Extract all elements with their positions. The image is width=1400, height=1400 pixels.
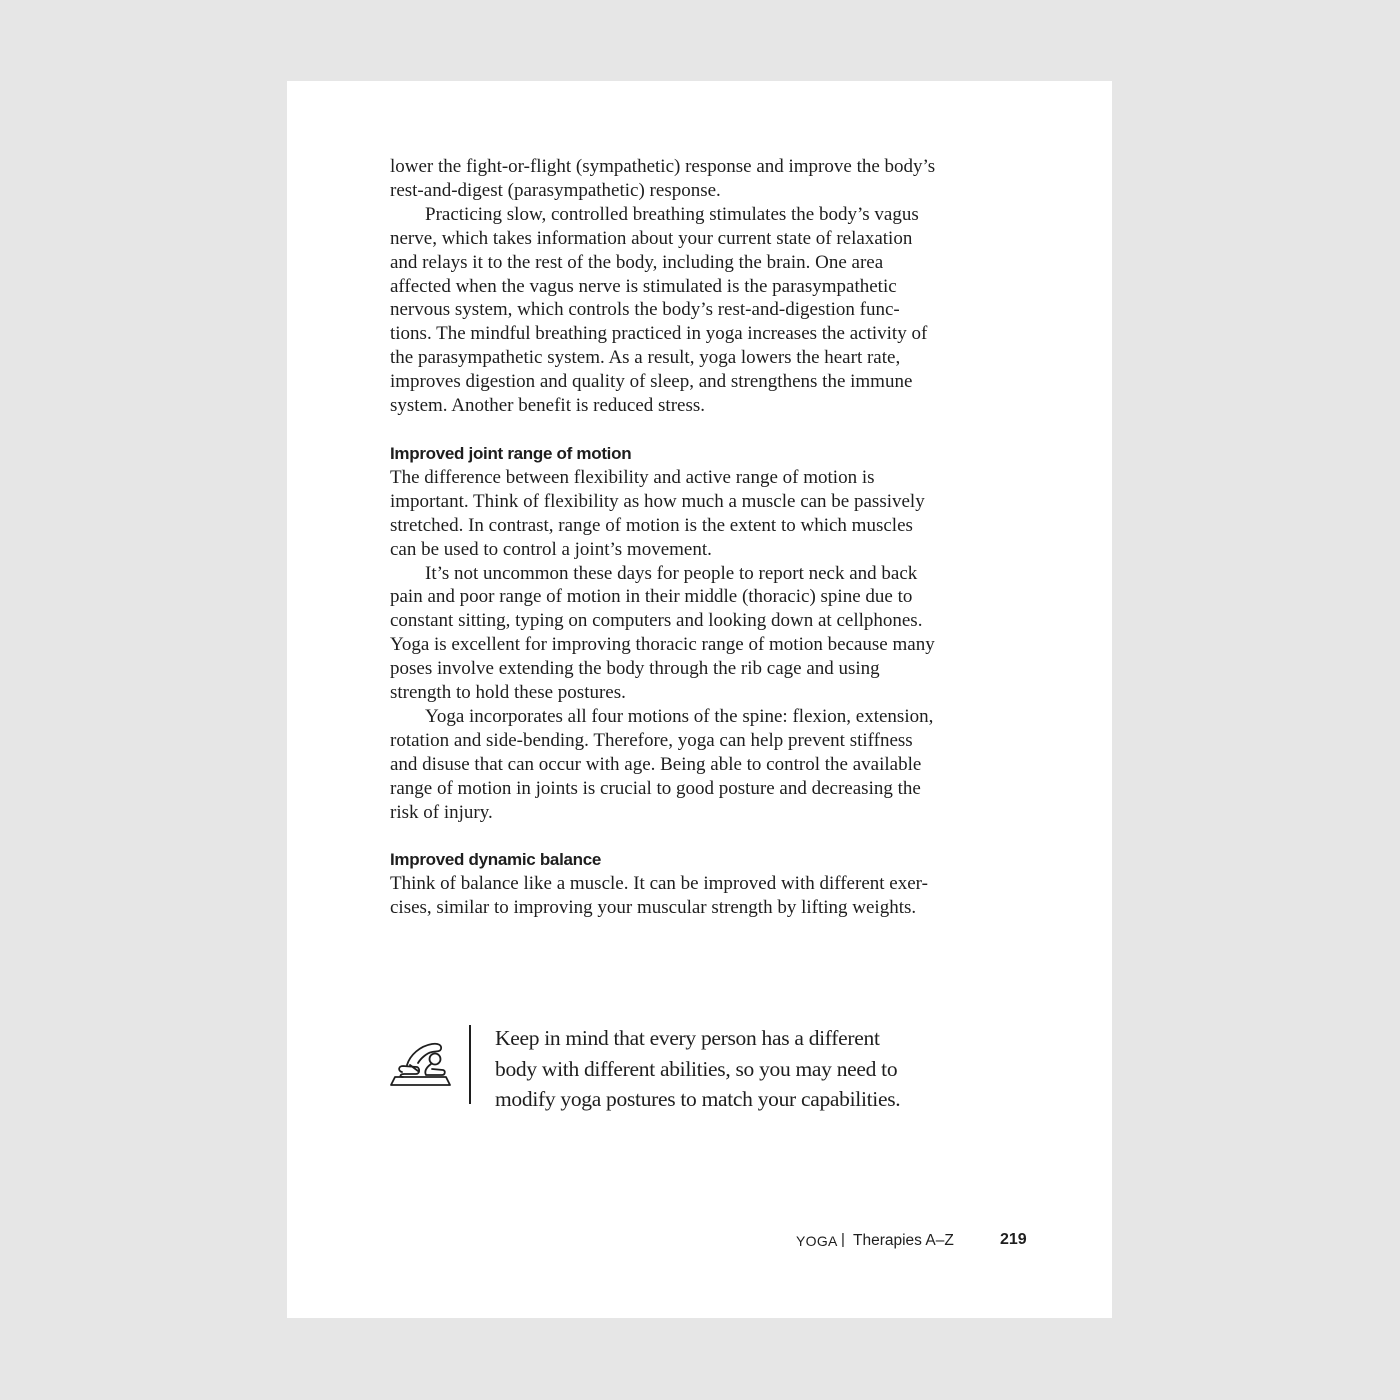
text-line: strength to hold these postures. [390,682,626,704]
text-line: poses involve extending the body through the rib cage and using [390,658,880,680]
paragraph-balance [390,872,1030,920]
text-line: and relays it to the rest of the body, including the brain. One area [390,251,884,273]
callout-text [495,1023,900,1115]
paragraph-continuation [390,155,1030,203]
text-line: improves digestion and quality of sleep, and strengthens the immune [390,371,913,393]
text-line: system. Another benefit is reduced stress. [390,395,706,417]
text-line: modify yoga postures to match your capabilities. [495,1087,901,1111]
text-line: It’s not uncommon these days for people to report neck and back [425,562,918,584]
text-line: affected when the vagus nerve is stimulated is the parasympathetic [390,275,897,297]
page-footer [287,1231,1112,1253]
text-line: Keep in mind that every person has a different [495,1026,880,1050]
footer-section-label: YOGA [796,1233,838,1249]
text-line: cises, similar to improving your muscular strength by lifting weights. [390,897,917,919]
text-line: rest-and-digest (parasympathetic) response. [390,179,721,201]
text-line: can be used to control a joint’s movement. [390,538,712,560]
text-line: lower the fight-or-flight (sympathetic) response and improve the body’s [390,156,936,177]
text-line: rotation and side-bending. Therefore, yoga can help prevent stiffness [390,729,913,751]
callout-divider [469,1025,471,1104]
text-line: important. Think of flexibility as how much a muscle can be passively [390,490,925,512]
text-line: tions. The mindful breathing practiced in yoga increases the activity of [390,323,928,345]
footer-separator: | [841,1231,845,1248]
text-line: body with different abilities, so you may need to [495,1056,898,1081]
yoga-side-stretch-icon [390,1041,452,1087]
callout-tip [390,1025,1030,1111]
text-line: stretched. In contrast, range of motion is the extent to which muscles [390,514,913,536]
text-line: Yoga incorporates all four motions of the spine: flexion, extension, [425,705,934,727]
text-line: The difference between flexibility and active range of motion is [390,466,875,488]
paragraph-spine-motions [390,705,1030,825]
text-line: Think of balance like a muscle. It can be improved with different exer- [390,873,928,895]
text-line: Yoga is excellent for improving thoracic range of motion because many [390,634,935,656]
section-heading-dynamic-balance: Improved dynamic balance [390,850,602,870]
text-line: Practicing slow, controlled breathing stimulates the body’s vagus [425,203,919,225]
text-line: the parasympathetic system. As a result, yoga lowers the heart rate, [390,347,901,369]
text-line: nerve, which takes information about your current state of relaxation [390,227,913,249]
book-page [287,81,1112,1318]
page-number: 219 [1000,1231,1027,1248]
text-line: constant sitting, typing on computers and looking down at cellphones. [390,610,923,632]
text-line: nervous system, which controls the body’s rest-and-digestion func- [390,299,900,321]
text-line: and disuse that can occur with age. Being able to control the available [390,753,922,775]
text-line: range of motion in joints is crucial to good posture and decreasing the [390,777,921,799]
text-line: risk of injury. [390,801,493,823]
text-line: pain and poor range of motion in their middle (thoracic) spine due to [390,586,913,608]
paragraph-flexibility [390,466,1030,562]
paragraph-vagus-nerve [390,203,1030,418]
footer-chapter-label: Therapies A–Z [853,1232,954,1249]
paragraph-thoracic [390,562,1030,705]
section-heading-joint-range: Improved joint range of motion [390,443,632,463]
body-text [390,155,1030,920]
